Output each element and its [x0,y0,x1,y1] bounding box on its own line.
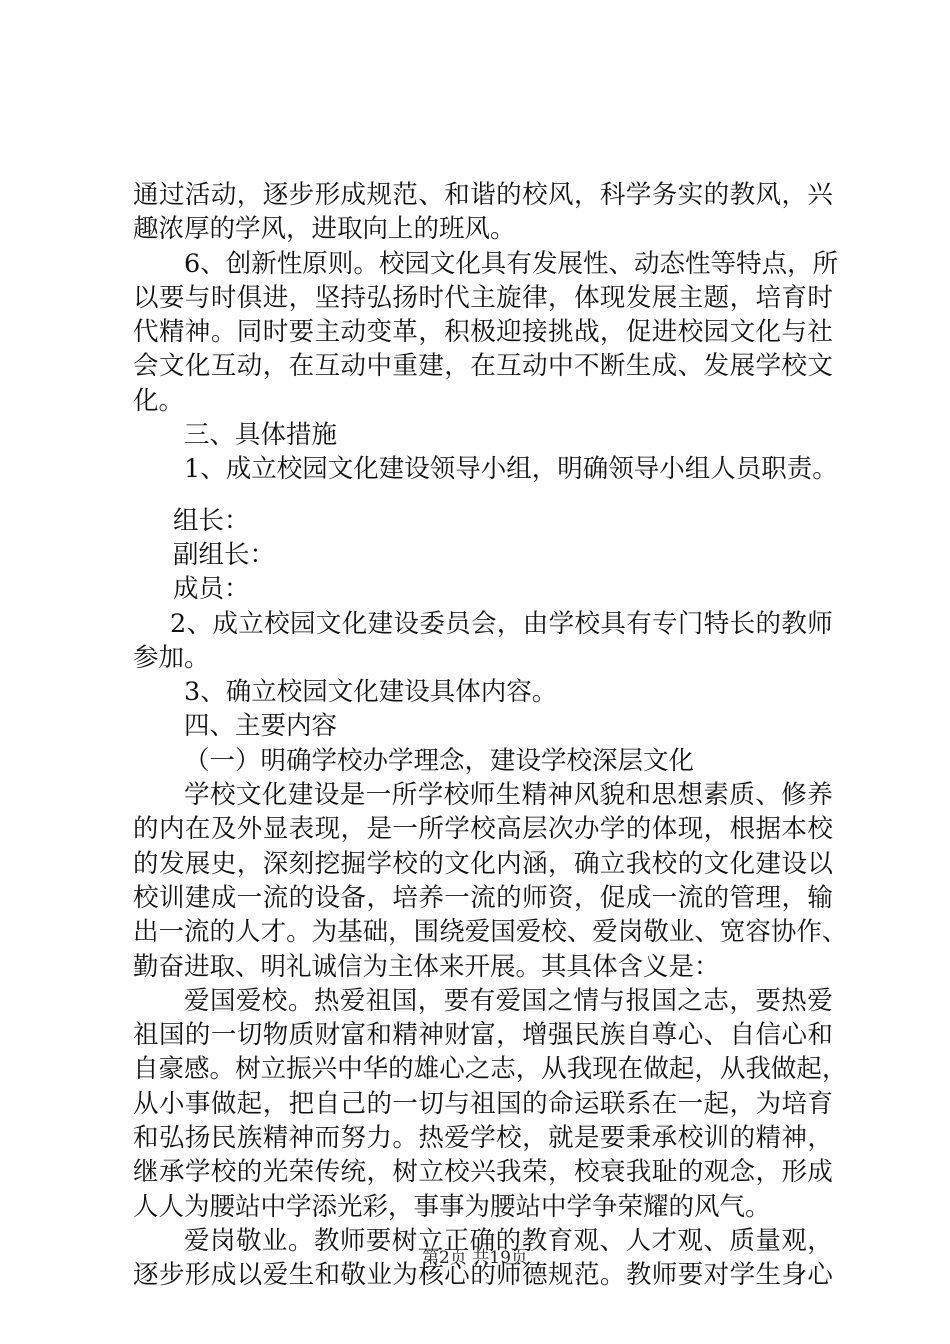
paragraph-line: 化。 [133,385,185,416]
paragraph-line: 2 、 成 立 校 园 文 化 建 设 委 员 会 ， 由 学 校 具 有 专 门 特 长 的 教 师 [170,608,833,639]
form-label-leader: 组长： [173,505,250,536]
paragraph-line: 出 一 流 的 人 才 。 为 基 础 ， 围 绕 爱 国 爱 校 、 爱 岗 敬 业 、 宽 容 协 作 、 [133,917,848,948]
paragraph-line: 1、成立校园文化建设领导小组，明确领导小组人员职责。 [184,454,838,485]
paragraph-line: 继 承 学 校 的 光 荣 传 统 ， 树 立 校 兴 我 荣 ， 校 衰 我 耻 的 观 念 ， 形 成 [133,1157,833,1188]
paragraph-line: 校 训 建 成 一 流 的 设 备 ， 培 养 一 流 的 师 资 ， 促 成 一 流 的 管 理 ， 输 [133,882,833,913]
paragraph-line: 自 豪 感 。 树 立 振 兴 中 华 的 雄 心 之 志 ， 从 我 现 在 做 起 ， 从 我 做 起 ， [133,1054,848,1085]
paragraph-line: 人人为腰站中学添光彩，事事为腰站中学争荣耀的风气。 [133,1191,771,1222]
paragraph-line: 的 发 展 史 ， 深 刻 挖 掘 学 校 的 文 化 内 涵 ， 确 立 我 校 的 文 化 建 设 以 [133,848,833,879]
paragraph-line: 会 文 化 互 动 ， 在 互 动 中 重 建 ， 在 互 动 中 不 断 生 成 、 发 展 学 校 文 [133,351,833,382]
form-label-members: 成员： [173,574,250,605]
section-heading: 三、具体措施 [184,420,338,451]
paragraph-line: 逐 步 形 成 以 爱 生 和 敬 业 为 核 心 的 师 德 规 范 。 教 师 要 对 学 生 身 心 [133,1260,833,1291]
page-number-footer: 第2页 共19页 [422,1248,528,1268]
paragraph-line: 以 要 与 时 俱 进 ， 坚 持 弘 扬 时 代 主 旋 律 ， 体 现 发 展 主 题 ， 培 育 时 [133,282,833,313]
form-label-deputy-leader: 副组长： [173,539,276,570]
paragraph-line: 趣浓厚的学风，进取向上的班风。 [133,214,516,245]
paragraph-line: 和 弘 扬 民 族 精 神 而 努 力 。 热 爱 学 校 ， 就 是 要 秉 承 校 训 的 精 神 ， [133,1123,833,1154]
section-heading: 四、主要内容 [184,711,338,742]
paragraph-line: 爱 国 爱 校 。 热 爱 祖 国 ， 要 有 爱 国 之 情 与 报 国 之 志 ， 要 热 爱 [184,985,833,1016]
paragraph-line: 爱 岗 敬 业 。 教 师 要 树 立 正 确 的 教 育 观 、 人 才 观 、 质 量 观 ， [184,1225,833,1256]
paragraph-line: 祖 国 的 一 切 物 质 财 富 和 精 神 财 富 ， 增 强 民 族 自 尊 心 、 自 信 心 和 [133,1020,833,1051]
paragraph-line: 代 精 神 。 同 时 要 主 动 变 革 ， 积 极 迎 接 挑 战 ， 促 进 校 园 文 化 与 社 [133,317,833,348]
paragraph-line: 通 过 活 动 ， 逐 步 形 成 规 范 、 和 谐 的 校 风 ， 科 学 务 实 的 教 风 ， 兴 [133,180,833,210]
document-body [133,178,848,1293]
paragraph-line: 从 小 事 做 起 ， 把 自 己 的 一 切 与 祖 国 的 命 运 联 系 在 一 起 ， 为 培 育 [133,1088,833,1119]
paragraph-line: 3、确立校园文化建设具体内容。 [184,677,558,708]
paragraph-line: 的 内 在 及 外 显 表 现 ， 是 一 所 学 校 高 层 次 办 学 的 体 现 ， 根 据 本 校 [133,814,833,845]
blank-gap [133,487,833,504]
paragraph-line: 6 、 创 新 性 原 则 。 校 园 文 化 具 有 发 展 性 、 动 态 性 等 特 点 ， 所 [184,248,839,279]
subsection-heading: （一）明确学校办学理念，建设学校深层文化 [184,745,695,776]
paragraph-line: 参加。 [133,642,210,673]
paragraph-line: 学 校 文 化 建 设 是 一 所 学 校 师 生 精 神 风 貌 和 思 想 素 质 、 修 养 [184,780,833,811]
paragraph-line: 勤奋进取、明礼诚信为主体来开展。其具体含义是： [133,951,720,982]
